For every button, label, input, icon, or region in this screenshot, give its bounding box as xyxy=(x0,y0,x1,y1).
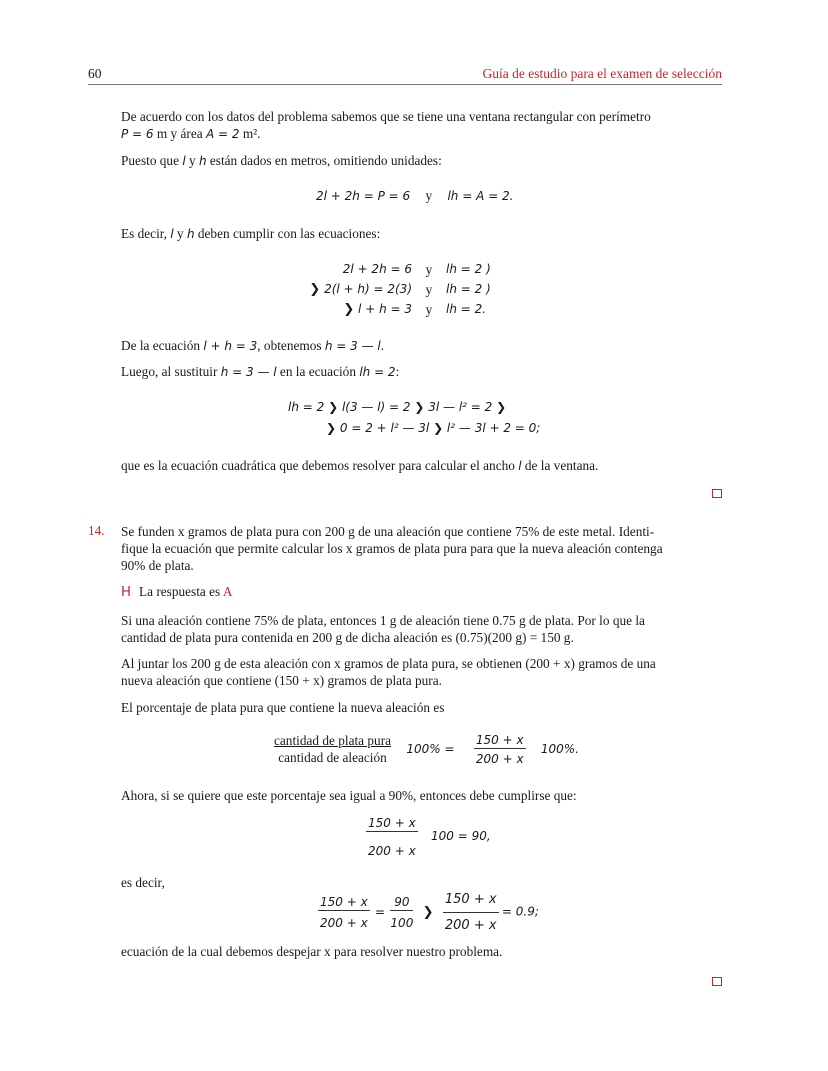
numerator: cantidad de plata pura xyxy=(274,733,392,748)
text: De la ecuación xyxy=(121,338,204,353)
formula-percentage xyxy=(272,733,579,766)
problem-number: 14. xyxy=(88,523,105,538)
text: 90% de plata. xyxy=(121,558,194,573)
math: h xyxy=(198,154,207,168)
denominator: 100 xyxy=(390,916,414,930)
paragraph-substitute xyxy=(121,363,721,381)
numerator: 150 + x xyxy=(475,733,524,747)
equation-system xyxy=(300,262,540,322)
text: m². xyxy=(239,126,261,141)
fraction xyxy=(318,895,370,930)
formula-final xyxy=(318,892,539,933)
math: l xyxy=(170,227,174,241)
text: están dados en metros, omitiendo unidades: xyxy=(206,153,442,168)
implies-icon: ❯ xyxy=(309,282,321,297)
paragraph-window-data xyxy=(121,108,721,143)
text: : xyxy=(395,364,400,379)
paragraph-alloy-content xyxy=(121,612,721,646)
text: cantidad de plata pura contenida en 200 g de dicha aleación es (0.75)(200 g) = 150 g. xyxy=(121,630,574,645)
text: m y área xyxy=(153,126,206,141)
text: De acuerdo con los datos del problema sabemos que se tiene una ventana rectangular con perímetro xyxy=(121,109,651,124)
math: lh = 2 ) xyxy=(446,282,491,296)
math: l + h = 3 xyxy=(358,302,412,316)
end-of-proof-icon xyxy=(712,977,722,986)
running-title: Guía de estudio para el examen de selección xyxy=(482,66,722,81)
text: en la ecuación xyxy=(276,364,360,379)
math: lh = 2 xyxy=(359,365,396,379)
text: fique la ecuación que permite calcular los x gramos de plata pura para que la nueva aleación contenga xyxy=(121,541,663,556)
math: 100%. xyxy=(540,741,580,756)
math: = 0.9; xyxy=(501,904,539,919)
math: lh = A = 2. xyxy=(447,189,514,203)
text: y xyxy=(425,188,433,203)
fraction xyxy=(474,733,526,766)
text: Si una aleación contiene 75% de plata, entonces 1 g de aleación tiene 0.75 g de plata. Por lo que la xyxy=(121,613,645,628)
answer-line xyxy=(121,584,232,600)
answer-marker-icon: H xyxy=(121,585,131,600)
text: y xyxy=(173,226,187,241)
math: 2l + 2h = P = 6 xyxy=(316,189,411,203)
end-of-proof-icon xyxy=(712,489,722,498)
page-number: 60 xyxy=(88,66,102,81)
fraction xyxy=(272,733,393,766)
math: l + h = 3 xyxy=(203,339,258,353)
substitution-line-2: ❯ 0 = 2 + l² — 3l ❯ l² — 3l + 2 = 0; xyxy=(326,421,541,435)
math: 2(l + h) = 2(3) xyxy=(324,282,412,296)
paragraph-solve-h xyxy=(121,337,721,355)
math: lh = 2. xyxy=(446,302,487,316)
paragraph-conclusion: ecuación de la cual debemos despejar x para resolver nuestro problema. xyxy=(121,944,503,959)
text: Es decir, xyxy=(121,226,171,241)
text: y xyxy=(425,302,433,317)
numerator: 150 + x xyxy=(320,895,368,909)
text: . xyxy=(380,338,385,353)
text: Puesto que xyxy=(121,153,183,168)
denominator: 200 + x xyxy=(444,918,497,933)
system-row xyxy=(300,302,540,322)
text: Luego, al sustituir xyxy=(121,364,221,379)
fraction xyxy=(366,816,418,858)
text: de la ventana. xyxy=(521,458,599,473)
math: = xyxy=(375,904,386,919)
text: y xyxy=(185,153,199,168)
text: nueva aleación que contiene (150 + x) gramos de plata pura. xyxy=(121,673,442,688)
paragraph-percentage: El porcentaje de plata pura que contiene la nueva aleación es xyxy=(121,700,445,715)
paragraph-quadratic xyxy=(121,457,721,475)
text: y xyxy=(425,282,433,297)
numerator: 90 xyxy=(390,895,413,911)
numerator: 150 + x xyxy=(443,892,499,913)
fraction xyxy=(390,895,413,930)
text: que es la ecuación cuadrática que debemos resolver para calcular el ancho xyxy=(121,458,519,473)
system-row xyxy=(300,262,540,282)
text: Se funden x gramos de plata pura con 200 g de una aleación que contiene 75% de este metal. Identi- xyxy=(121,524,655,539)
math: A = 2 xyxy=(205,127,240,141)
substitution-line-1: lh = 2 ❯ l(3 — l) = 2 ❯ 3l — l² = 2 ❯ xyxy=(288,400,507,414)
implies-icon: ❯ xyxy=(343,302,355,317)
paragraph-equal-90: Ahora, si se quiere que este porcentaje sea igual a 90%, entonces debe cumplirse que: xyxy=(121,788,577,803)
math: lh = 2 ) xyxy=(446,262,491,276)
paragraph-es-decir: es decir, xyxy=(121,875,165,890)
math: l xyxy=(182,154,186,168)
paragraph-new-alloy xyxy=(121,655,721,689)
text: La respuesta es xyxy=(139,584,223,599)
math: h = 3 — l xyxy=(324,339,381,353)
math: 2l + 2h = 6 xyxy=(342,262,412,276)
denominator: 200 + x xyxy=(475,752,524,766)
math: h xyxy=(186,227,195,241)
math: 100% = xyxy=(406,741,455,756)
header-rule xyxy=(88,84,722,85)
text: Al juntar los 200 g de esta aleación con x gramos de plata pura, se obtienen (200 + x) gramos de una xyxy=(121,656,656,671)
answer-letter: A xyxy=(222,584,233,599)
formula-90 xyxy=(366,816,491,858)
denominator: 200 + x xyxy=(368,844,416,858)
math: P = 6 xyxy=(121,127,154,141)
math: l xyxy=(518,459,522,473)
paragraph-units xyxy=(121,152,721,170)
equation-perimeter-area xyxy=(316,188,616,204)
text: deben cumplir con las ecuaciones: xyxy=(194,226,381,241)
system-row xyxy=(300,282,540,302)
text: , obtenemos xyxy=(257,338,325,353)
problem-statement xyxy=(121,523,721,574)
math: h = 3 — l xyxy=(220,365,277,379)
text: y xyxy=(425,262,433,277)
math: 100 = 90, xyxy=(431,829,491,844)
denominator: 200 + x xyxy=(320,916,368,930)
paragraph-equations-intro xyxy=(121,225,721,243)
fraction xyxy=(443,892,499,933)
denominator: cantidad de aleación xyxy=(278,750,387,765)
numerator: 150 + x xyxy=(368,816,416,830)
implies-icon: ❯ xyxy=(422,904,434,920)
